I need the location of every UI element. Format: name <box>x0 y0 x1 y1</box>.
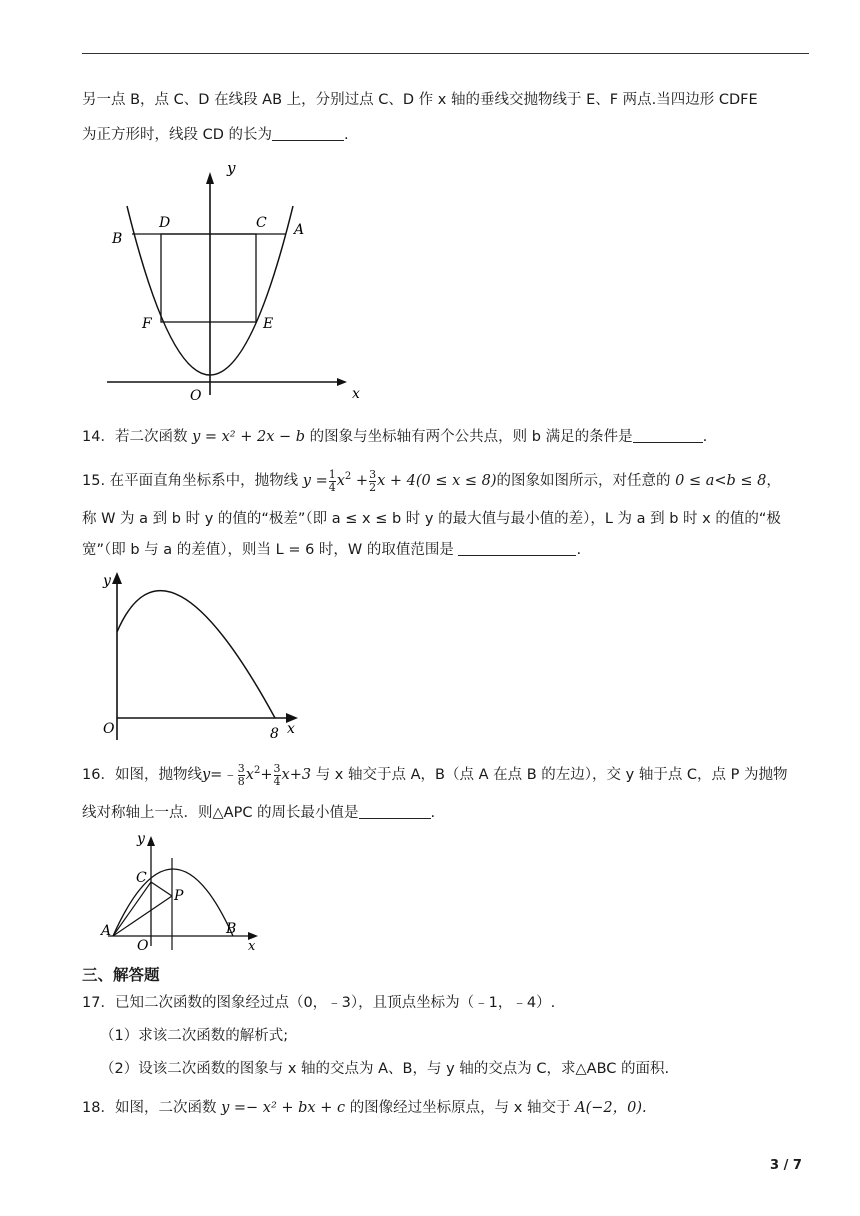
page-number: 3 / 7 <box>770 1158 802 1173</box>
q16-line-1: 16．如图，抛物线y=﹣ $\frac{3}{8}$ $x^2+$ $\frac{3}{4}$ x+3 与 x 轴交于点 A，B（点 A 在点 B 的左边），交 y 轴于点 C，点 P 为抛物 <box>82 761 788 788</box>
q14-formula: y = x² + 2x − b <box>192 429 306 445</box>
label-y: y <box>103 573 111 589</box>
x-axis-arrow <box>337 378 347 386</box>
label-o: O <box>103 721 115 737</box>
y-axis-arrow <box>147 836 155 846</box>
label-o: O <box>137 938 149 954</box>
label-x: x <box>287 721 295 737</box>
q18-point: A(−2，0). <box>575 1100 647 1116</box>
label-o: O <box>190 388 202 404</box>
label-x: x <box>248 939 256 954</box>
q17-part-1: （1）求该二次函数的解析式; <box>100 1028 289 1044</box>
label-c: C <box>136 870 147 886</box>
answer-blank <box>633 428 703 443</box>
label-p: P <box>174 888 184 904</box>
label-a: A <box>101 923 112 939</box>
q15-figure-parabola <box>98 565 308 745</box>
label-a: A <box>294 222 305 238</box>
y-axis-arrow <box>206 172 214 184</box>
q13-figure-parabola-square <box>100 155 360 405</box>
parabola-curve <box>113 869 233 936</box>
q15-line-1: 15. 在平面直角坐标系中，抛物线 y = $\frac{1}{4}$ $x^2$ + $\frac{3}{2}$ x + 4(0 ≤ x ≤ 8)的图象如图所示，对任意的 0 ≤ a<b ≤ 8， <box>82 467 781 494</box>
label-d: D <box>159 215 171 231</box>
parabola-curve <box>117 591 275 718</box>
answer-blank <box>272 126 344 141</box>
label-b: B <box>112 231 123 247</box>
q14: 14．若二次函数 y = x² + 2x − b 的图象与坐标轴有两个公共点，则 b 满足的条件是 . <box>82 429 708 445</box>
q18-formula: y =− x² + bx + c <box>221 1100 346 1116</box>
header-rule <box>82 53 809 54</box>
segment-ac <box>113 882 151 936</box>
q16-line-2: 线对称轴上一点．则△APC 的周长最小值是 . <box>82 805 436 821</box>
q16-figure-parabola-triangle <box>98 825 268 955</box>
segment-cp <box>151 882 172 896</box>
q18: 18．如图，二次函数 y =− x² + bx + c 的图像经过坐标原点，与 x 轴交于 A(−2，0). <box>82 1100 647 1116</box>
answer-blank <box>359 804 431 819</box>
q13-line-1: 另一点 B，点 C、D 在线段 AB 上，分别过点 C、D 作 x 轴的垂线交抛物线于 E、F 两点.当四边形 CDFE <box>82 92 758 108</box>
section-heading: 三、解答题 <box>82 966 160 984</box>
square-cdfe <box>161 234 256 322</box>
label-f: F <box>142 316 152 332</box>
label-b: B <box>226 921 237 937</box>
label-y: y <box>137 831 145 847</box>
q16-formula: y=﹣ $\frac{3}{8}$ $x^2+$ $\frac{3}{4}$ x+3 <box>201 761 312 788</box>
q15-line-2: 称 W 为 a 到 b 时 y 的值的“极差”（即 a ≤ x ≤ b 时 y 的最大值与最小值的差），L 为 a 到 b 时 x 的值的“极 <box>82 511 781 527</box>
label-e: E <box>263 316 274 332</box>
q17-stem: 17．已知二次函数的图象经过点（0，﹣3），且顶点坐标为（﹣1，﹣4）. <box>82 995 556 1011</box>
q17-part-2: （2）设该二次函数的图象与 x 轴的交点为 A、B，与 y 轴的交点为 C，求△ABC 的面积. <box>100 1061 670 1077</box>
label-8: 8 <box>270 726 279 742</box>
q13-line-2: 为正方形时，线段 CD 的长为 . <box>82 127 349 143</box>
answer-blank <box>458 541 576 556</box>
label-y: y <box>227 159 236 177</box>
q15-line-3: 宽”（即 b 与 a 的差值），则当 L = 6 时，W 的取值范围是 . <box>82 542 582 558</box>
segment-ap <box>113 896 172 936</box>
q15-formula: y = $\frac{1}{4}$ $x^2$ + $\frac{3}{2}$ x + 4(0 ≤ x ≤ 8) <box>302 467 497 494</box>
label-x: x <box>352 386 360 402</box>
y-axis-arrow <box>112 572 122 584</box>
label-c: C <box>256 215 267 231</box>
